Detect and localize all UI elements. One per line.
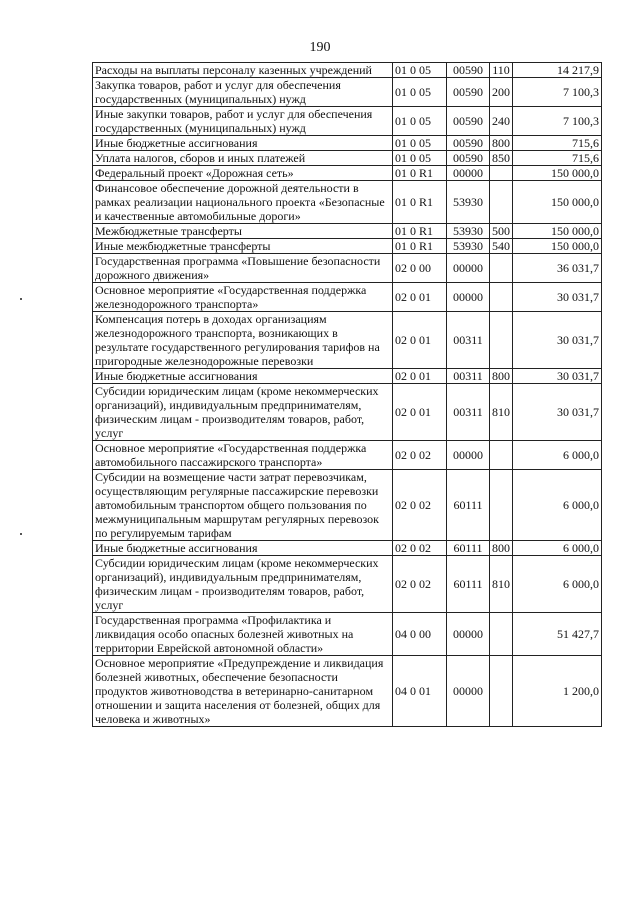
expense-name-cell: Основное мероприятие «Предупреждение и ликвидация болезней животных, обеспечение безопасности продуктов животноводства в ветеринарно-санитарном отношении и защита населения от болезней, общих для человека и животных» bbox=[93, 656, 393, 727]
amount-cell: 150 000,0 bbox=[513, 181, 602, 224]
expense-name-cell: Субсидии юридическим лицам (кроме некоммерческих организаций), индивидуальным предпринимателям, физическим лицам - производителям товаров, работ, услуг bbox=[93, 556, 393, 613]
expense-name-cell: Иные закупки товаров, работ и услуг для обеспечения государственных (муниципальных) нужд bbox=[93, 107, 393, 136]
expense-name-cell: Основное мероприятие «Государственная поддержка автомобильного пассажирского транспорта» bbox=[93, 441, 393, 470]
table-row bbox=[93, 283, 602, 312]
target-article-cell: 01 0 05 bbox=[393, 63, 447, 78]
table-row bbox=[93, 224, 602, 239]
expense-type-cell bbox=[490, 613, 513, 656]
table-row bbox=[93, 470, 602, 541]
amount-cell: 30 031,7 bbox=[513, 312, 602, 369]
direction-code-cell: 00000 bbox=[447, 441, 490, 470]
table-row bbox=[93, 107, 602, 136]
table-row bbox=[93, 63, 602, 78]
target-article-cell: 02 0 02 bbox=[393, 556, 447, 613]
expense-type-cell: 800 bbox=[490, 369, 513, 384]
expense-type-cell bbox=[490, 470, 513, 541]
target-article-cell: 01 0 R1 bbox=[393, 166, 447, 181]
expense-type-cell bbox=[490, 312, 513, 369]
amount-cell: 30 031,7 bbox=[513, 283, 602, 312]
expense-name-cell: Иные бюджетные ассигнования bbox=[93, 369, 393, 384]
amount-cell: 6 000,0 bbox=[513, 541, 602, 556]
amount-cell: 715,6 bbox=[513, 151, 602, 166]
table-row bbox=[93, 254, 602, 283]
direction-code-cell: 00000 bbox=[447, 613, 490, 656]
expense-name-cell: Субсидии на возмещение части затрат перевозчикам, осуществляющим регулярные пассажирские перевозки автомобильным транспортом общего пользования по межмуниципальным маршрутам регулярных перевозок по регулируемым тарифам bbox=[93, 470, 393, 541]
scan-mark bbox=[20, 533, 22, 535]
expense-name-cell: Иные межбюджетные трансферты bbox=[93, 239, 393, 254]
target-article-cell: 01 0 05 bbox=[393, 136, 447, 151]
expense-name-cell: Основное мероприятие «Государственная поддержка железнодорожного транспорта» bbox=[93, 283, 393, 312]
direction-code-cell: 60111 bbox=[447, 541, 490, 556]
expense-name-cell: Федеральный проект «Дорожная сеть» bbox=[93, 166, 393, 181]
expense-type-cell bbox=[490, 166, 513, 181]
table-row bbox=[93, 656, 602, 727]
amount-cell: 150 000,0 bbox=[513, 239, 602, 254]
direction-code-cell: 53930 bbox=[447, 239, 490, 254]
table-row bbox=[93, 166, 602, 181]
amount-cell: 14 217,9 bbox=[513, 63, 602, 78]
direction-code-cell: 00590 bbox=[447, 107, 490, 136]
expense-type-cell bbox=[490, 254, 513, 283]
table-row bbox=[93, 181, 602, 224]
table-row bbox=[93, 541, 602, 556]
direction-code-cell: 00000 bbox=[447, 254, 490, 283]
target-article-cell: 01 0 05 bbox=[393, 151, 447, 166]
table-row bbox=[93, 556, 602, 613]
direction-code-cell: 60111 bbox=[447, 556, 490, 613]
expense-type-cell: 800 bbox=[490, 541, 513, 556]
expense-name-cell: Государственная программа «Профилактика и ликвидация особо опасных болезней животных на территории Еврейской автономной области» bbox=[93, 613, 393, 656]
expense-type-cell: 850 bbox=[490, 151, 513, 166]
scan-mark bbox=[20, 298, 22, 300]
expense-type-cell bbox=[490, 656, 513, 727]
table-row bbox=[93, 384, 602, 441]
target-article-cell: 01 0 05 bbox=[393, 107, 447, 136]
target-article-cell: 01 0 R1 bbox=[393, 224, 447, 239]
target-article-cell: 01 0 R1 bbox=[393, 181, 447, 224]
amount-cell: 6 000,0 bbox=[513, 441, 602, 470]
amount-cell: 36 031,7 bbox=[513, 254, 602, 283]
table-row bbox=[93, 78, 602, 107]
direction-code-cell: 00590 bbox=[447, 63, 490, 78]
target-article-cell: 02 0 02 bbox=[393, 441, 447, 470]
expense-type-cell bbox=[490, 441, 513, 470]
amount-cell: 6 000,0 bbox=[513, 470, 602, 541]
expense-type-cell: 200 bbox=[490, 78, 513, 107]
expense-type-cell: 800 bbox=[490, 136, 513, 151]
expense-name-cell: Межбюджетные трансферты bbox=[93, 224, 393, 239]
table-row bbox=[93, 369, 602, 384]
target-article-cell: 01 0 R1 bbox=[393, 239, 447, 254]
direction-code-cell: 00590 bbox=[447, 151, 490, 166]
amount-cell: 150 000,0 bbox=[513, 166, 602, 181]
table-row bbox=[93, 441, 602, 470]
expense-type-cell: 240 bbox=[490, 107, 513, 136]
direction-code-cell: 00590 bbox=[447, 136, 490, 151]
direction-code-cell: 00000 bbox=[447, 166, 490, 181]
table-row bbox=[93, 136, 602, 151]
target-article-cell: 02 0 00 bbox=[393, 254, 447, 283]
table-row bbox=[93, 151, 602, 166]
direction-code-cell: 00590 bbox=[447, 78, 490, 107]
direction-code-cell: 53930 bbox=[447, 224, 490, 239]
direction-code-cell: 00311 bbox=[447, 312, 490, 369]
target-article-cell: 01 0 05 bbox=[393, 78, 447, 107]
amount-cell: 7 100,3 bbox=[513, 107, 602, 136]
target-article-cell: 02 0 02 bbox=[393, 541, 447, 556]
table-row bbox=[93, 239, 602, 254]
expense-type-cell bbox=[490, 283, 513, 312]
target-article-cell: 02 0 01 bbox=[393, 312, 447, 369]
target-article-cell: 04 0 00 bbox=[393, 613, 447, 656]
target-article-cell: 04 0 01 bbox=[393, 656, 447, 727]
expense-type-cell: 810 bbox=[490, 556, 513, 613]
expense-name-cell: Компенсация потерь в доходах организациям железнодорожного транспорта, возникающих в результате государственного регулирования тарифов на пригородные железнодорожные перевозки bbox=[93, 312, 393, 369]
target-article-cell: 02 0 01 bbox=[393, 369, 447, 384]
amount-cell: 30 031,7 bbox=[513, 384, 602, 441]
expense-type-cell bbox=[490, 181, 513, 224]
expense-type-cell: 500 bbox=[490, 224, 513, 239]
target-article-cell: 02 0 01 bbox=[393, 384, 447, 441]
amount-cell: 7 100,3 bbox=[513, 78, 602, 107]
amount-cell: 150 000,0 bbox=[513, 224, 602, 239]
expense-type-cell: 810 bbox=[490, 384, 513, 441]
expense-name-cell: Закупка товаров, работ и услуг для обеспечения государственных (муниципальных) нужд bbox=[93, 78, 393, 107]
expense-name-cell: Иные бюджетные ассигнования bbox=[93, 136, 393, 151]
direction-code-cell: 00311 bbox=[447, 384, 490, 441]
expense-type-cell: 540 bbox=[490, 239, 513, 254]
direction-code-cell: 00000 bbox=[447, 656, 490, 727]
amount-cell: 51 427,7 bbox=[513, 613, 602, 656]
amount-cell: 715,6 bbox=[513, 136, 602, 151]
expense-type-cell: 110 bbox=[490, 63, 513, 78]
target-article-cell: 02 0 01 bbox=[393, 283, 447, 312]
amount-cell: 30 031,7 bbox=[513, 369, 602, 384]
expense-name-cell: Субсидии юридическим лицам (кроме некоммерческих организаций), индивидуальным предпринимателям, физическим лицам - производителям товаров, работ, услуг bbox=[93, 384, 393, 441]
page-number: 190 bbox=[309, 40, 331, 55]
target-article-cell: 02 0 02 bbox=[393, 470, 447, 541]
expense-name-cell: Государственная программа «Повышение безопасности дорожного движения» bbox=[93, 254, 393, 283]
expense-name-cell: Иные бюджетные ассигнования bbox=[93, 541, 393, 556]
direction-code-cell: 00311 bbox=[447, 369, 490, 384]
budget-table bbox=[92, 62, 602, 727]
direction-code-cell: 00000 bbox=[447, 283, 490, 312]
expense-name-cell: Финансовое обеспечение дорожной деятельности в рамках реализации национального проекта «Безопасные и качественные автомобильные дороги» bbox=[93, 181, 393, 224]
expense-name-cell: Расходы на выплаты персоналу казенных учреждений bbox=[93, 63, 393, 78]
table-row bbox=[93, 312, 602, 369]
direction-code-cell: 60111 bbox=[447, 470, 490, 541]
amount-cell: 6 000,0 bbox=[513, 556, 602, 613]
expense-name-cell: Уплата налогов, сборов и иных платежей bbox=[93, 151, 393, 166]
table-row bbox=[93, 613, 602, 656]
budget-table-body bbox=[93, 63, 602, 727]
amount-cell: 1 200,0 bbox=[513, 656, 602, 727]
direction-code-cell: 53930 bbox=[447, 181, 490, 224]
